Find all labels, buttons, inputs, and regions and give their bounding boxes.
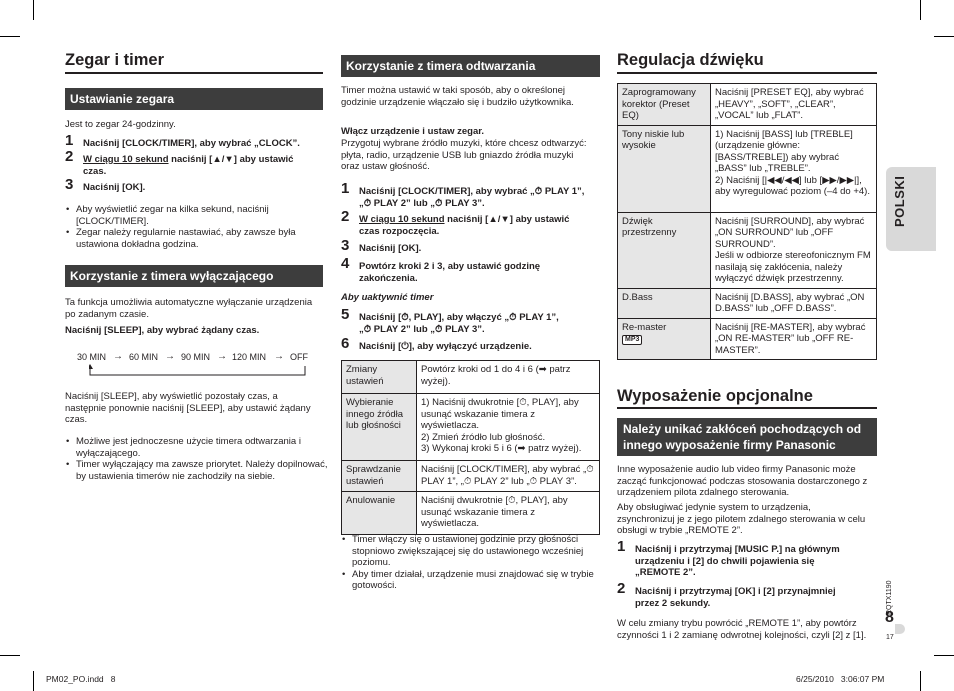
page-tab-marker — [895, 624, 905, 634]
arrow-right-icon: → — [165, 351, 175, 362]
flow-step: 60 MIN — [129, 352, 159, 362]
flow-step: 120 MIN — [232, 352, 267, 362]
title-rule — [65, 72, 323, 74]
page-sub-number: 17 — [886, 634, 894, 641]
arrow-right-icon: → — [274, 351, 284, 362]
crop-mark — [920, 0, 921, 20]
optional-para-3: W celu zmiany trybu powrócić „REMOTE 1”, aby powtórz czynności 1 i 2 zamianę odwrotnej kolejności, czyli [2] z [1]. — [617, 618, 867, 641]
list-item: • Timer wyłączający ma zawsze priorytet. Należy dopilnować, by ustawienia timerów nie zachodziły na siebie. — [76, 459, 328, 482]
crop-mark — [934, 655, 954, 656]
sleep-notes — [65, 436, 328, 482]
activate-heading: Aby uaktywnić timer — [341, 292, 434, 303]
play-timer-prep-text: Przygotuj wybrane źródło muzyki, które chcesz odtwarzyć: płyta, radio, urządzenie USB lub gniazdo źródła muzyki oraz ustaw głośność. — [341, 138, 587, 172]
list-item: • Aby wyświetlić zegar na kilka sekund, naciśnij [CLOCK/TIMER]. — [76, 204, 328, 227]
play-timer-intro: Timer można ustawić w taki sposób, aby o określonej godzinie urządzenie włączało się i budziło użytkownika. — [341, 85, 574, 108]
table-row: Re-master MP3 Naciśnij [RE-MASTER], aby wybrać „ON RE-MASTER” lub „OFF RE-MASTER”. — [618, 318, 877, 360]
loop-back-arrow-icon — [89, 364, 307, 378]
play-timer-prep-heading: Włącz urządzenie i ustaw zegar. — [341, 126, 485, 137]
sleep-instruction: Naciśnij [SLEEP], aby wybrać żądany czas. — [65, 325, 260, 336]
play-timer-notes — [341, 534, 610, 592]
footer-datetime: 6/25/2010 3:06:07 PM — [796, 674, 885, 684]
list-item: • Aby timer działał, urządzenie musi znajdować się w trybie gotowości. — [352, 569, 610, 592]
table-row: Anulowanie Naciśnij dwukrotnie [⏱, PLAY], aby usunąć wskazanie timera z wyświetlacza. — [342, 492, 600, 535]
table-row: Zaprogramowany korektor (Preset EQ) Naciśnij [PRESET EQ], aby wybrać „HEAVY”, „SOFT”, „CLEAR”, „VOCAL” lub „FLAT”. — [618, 84, 877, 126]
clock-intro: Jest to zegar 24-godzinny. — [65, 119, 176, 130]
list-item: • Timer włączy się o ustawionej godzinie przy głośności stopniowo zwiększającej się do ustawionego wcześniej poziomu. — [352, 534, 610, 569]
subsection-bar-sleep: Korzystanie z timera wyłączającego — [65, 265, 323, 287]
table-row: D.Bass Naciśnij [D.BASS], aby wybrać „ON D.BASS” lub „OFF D.BASS”. — [618, 288, 877, 318]
optional-para-1: Inne wyposażenie audio lub video firmy Panasonic może zacząć funkcjonować podczas stosowania dostarczonego z urządzeniem pilota zdalnego sterowania. — [617, 464, 868, 498]
flow-step: 90 MIN — [181, 352, 211, 362]
optional-para-2: Aby obsługiwać jedynie system to urządzenia, zsynchronizuj je z jego pilotem zdalnego sterowania w celu obsługi w trybie „REMOTE 2”. — [617, 502, 866, 536]
clock-notes — [65, 204, 328, 250]
table-row: Zmiany ustawień Powtórz kroki od 1 do 4 i 6 (➡ patrz wyżej). — [342, 361, 600, 394]
table-row: Dźwięk przestrzenny Naciśnij [SURROUND], aby wybrać „ON SURROUND” lub „OFF SURROUND”. Jeśli w odbiorze stereofonicznym FM nasilają się zakłócenia, należy wyłączyć dźwięk przestrzenny. — [618, 212, 877, 288]
crop-mark — [33, 671, 34, 691]
arrow-right-icon: → — [217, 351, 227, 362]
table-row: Tony niskie lub wysokie 1) Naciśnij [BASS] lub [TREBLE] (urządzenie główne: [BASS/TREBLE]) aby wybrać „BASS” lub „TREBLE”. 2) Naciśnij [|◀◀/◀◀] lub [▶▶/▶▶|], aby wyregulować poziom (–4 do +4). — [618, 125, 877, 212]
language-tab: POLSKI — [886, 167, 936, 251]
section-title-clock-timer: Zegar i timer — [65, 51, 165, 69]
mp3-badge: MP3 — [622, 335, 642, 345]
subsection-bar-interference: Należy unikać zakłóceń pochodzących od innego wyposażenie firmy Panasonic — [617, 418, 877, 456]
crop-mark — [0, 655, 20, 656]
table-row: Sprawdzanie ustawień Naciśnij [CLOCK/TIMER], aby wybrać „⏱ PLAY 1”, „⏱ PLAY 2” lub „⏱ PLAY 3”. — [342, 461, 600, 492]
list-item: • Możliwe jest jednoczesne użycie timera odtwarzania i wyłączającego. — [76, 436, 328, 459]
arrow-right-icon: → — [113, 351, 123, 362]
flow-step: OFF — [290, 352, 308, 362]
list-item: • Zegar należy regularnie nastawiać, aby zawsze była ustawiona dokładna godzina. — [76, 227, 328, 250]
sound-table — [617, 83, 877, 360]
title-rule — [617, 72, 877, 74]
crop-mark — [934, 36, 954, 37]
clock-step-2: 2 W ciągu 10 sekund naciśnij [▲/▼] aby ustawić czas. — [65, 148, 294, 177]
document-code: RQTX1190 — [886, 580, 893, 615]
sleep-timer-flow — [77, 352, 323, 378]
crop-mark — [0, 36, 20, 37]
footer-file: PM02_PO.indd 8 — [46, 674, 116, 684]
sleep-paragraph: Naciśnij [SLEEP], aby wyświetlić pozostały czas, a następnie ponownie naciśnij [SLEEP], aby ustawić żądany czas. — [65, 391, 311, 425]
section-title-sound: Regulacja dźwięku — [617, 51, 764, 69]
title-rule — [617, 407, 877, 409]
page-number: 8 — [885, 609, 894, 626]
crop-mark — [920, 671, 921, 691]
flow-step: 30 MIN — [77, 352, 107, 362]
play-timer-table — [341, 360, 600, 535]
table-row: Wybieranie innego źródła lub głośności 1) Naciśnij dwukrotnie [⏱, PLAY], aby usunąć wskazanie timera z wyświetlacza. 2) Zmień źródło lub głośność. 3) Wykonaj kroki 5 i 6 (➡ patrz wyżej). — [342, 394, 600, 461]
subsection-bar-clock: Ustawianie zegara — [65, 88, 323, 110]
sleep-intro: Ta funkcja umożliwia automatyczne wyłączanie urządzenia po zadanym czasie. — [65, 297, 313, 320]
subsection-bar-play-timer: Korzystanie z timera odtwarzania — [341, 55, 600, 77]
section-title-optional: Wyposażenie opcjonalne — [617, 387, 813, 405]
crop-mark — [33, 0, 34, 20]
